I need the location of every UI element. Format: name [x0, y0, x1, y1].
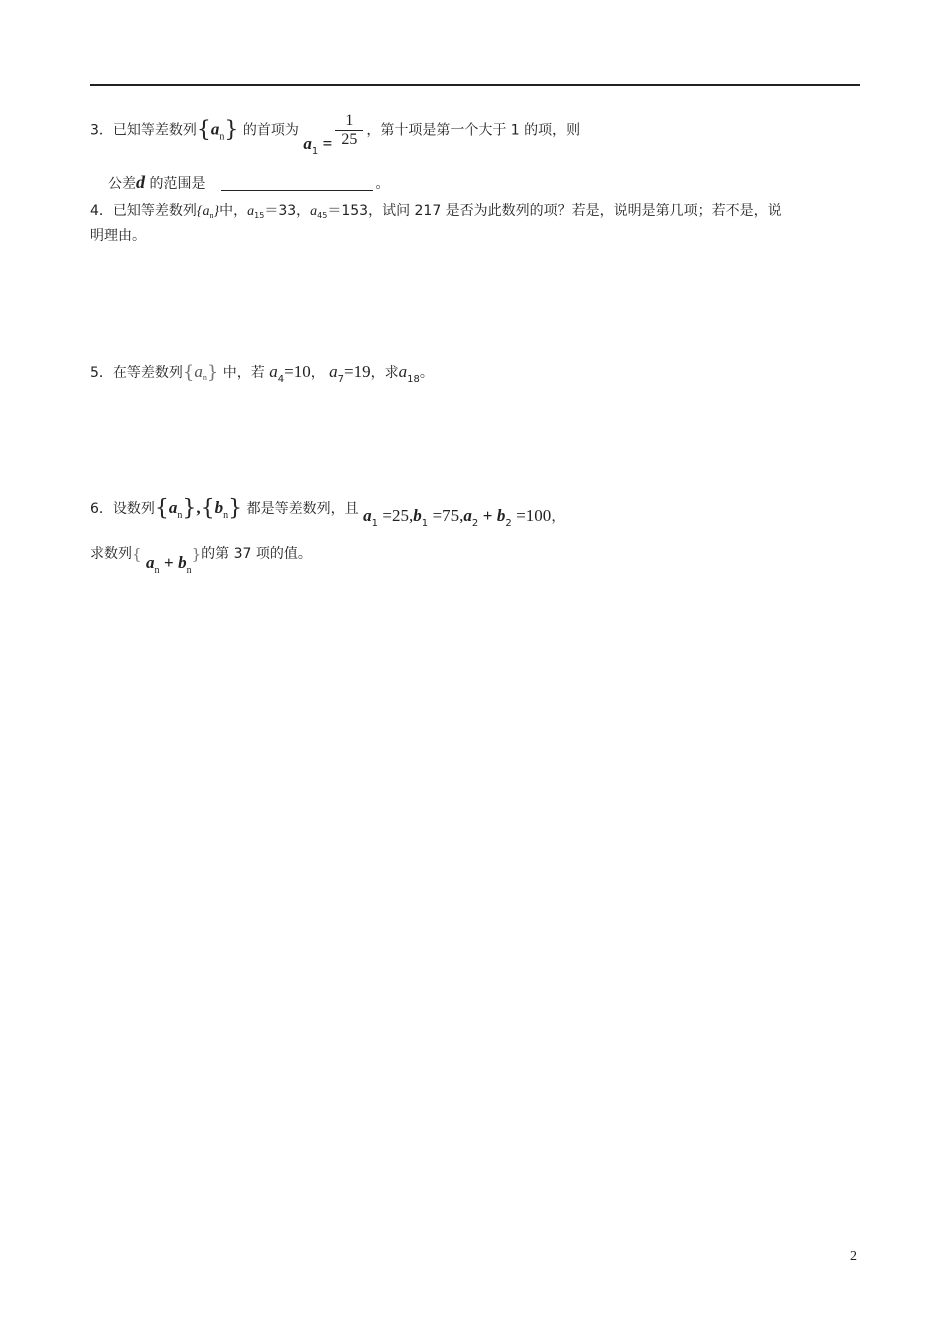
question-3-line-2 [108, 172, 389, 194]
q5-ask: ，求 [370, 365, 399, 381]
question-4-line-2 [90, 226, 146, 246]
q6-b-brace-close: } [228, 496, 243, 521]
q5-a7-value: =19 [344, 362, 371, 381]
q5-brace-open: { [182, 362, 195, 383]
q6-a-var: a [168, 498, 178, 517]
q6-b-var: b [214, 498, 224, 517]
q6-sum-brace-close: } [191, 545, 202, 563]
q5-a4-var: a [269, 362, 278, 381]
q3-a1-var: a [303, 133, 312, 153]
question-4-line-1 [90, 201, 782, 226]
q6-sum-b-var: b [178, 553, 187, 572]
q6-b1-var: b [413, 506, 422, 525]
q3-brace-close: } [224, 117, 239, 143]
q6-ask-prefix: 求数列 [90, 546, 132, 562]
q5-seq-var: a [194, 362, 203, 381]
q6-separator: , [196, 498, 201, 517]
q4-seq: $\{a_n\}$ [196, 204, 220, 220]
q3-common-diff-label: 公差 [108, 176, 136, 192]
q5-a4-value: =10 [284, 362, 311, 381]
q3-brace-open: { [196, 117, 211, 143]
q6-sum-brace-open: { [132, 545, 142, 563]
q3-first-term-text: 的首项为 [242, 122, 299, 139]
q6-b-brace-open: { [200, 496, 215, 521]
q3-fraction [335, 112, 363, 149]
q3-d-var: d [136, 172, 145, 192]
q5-a18-sub: 18 [407, 374, 420, 385]
q6-plus: + [482, 506, 493, 525]
q3-seq-var: a [210, 119, 220, 139]
q5-prefix: 5．在等差数列 [90, 365, 183, 381]
q6-a-sub: n [177, 510, 183, 521]
q6-sum-a-var: a [146, 553, 155, 572]
q6-a-brace-close: } [182, 496, 197, 521]
q6-a-brace-open: { [154, 496, 169, 521]
q4-a15-var: a [247, 204, 255, 219]
q6-sum-plus: + [163, 553, 174, 572]
q3-prefix: 3．已知等差数列 [90, 122, 197, 139]
question-5 [90, 362, 434, 390]
q3-frac-numerator: 1 [345, 112, 354, 129]
q3-frac-denominator: 25 [335, 130, 363, 149]
q3-seq-sub: n [219, 131, 225, 143]
q3-range-text: 的范围是 [149, 176, 206, 192]
q5-comma: ， [310, 365, 325, 381]
q6-sum-a-sub: n [154, 565, 160, 576]
q6-a1-sub: 1 [371, 518, 378, 529]
q5-mid: 中，若 [222, 365, 265, 381]
page-number: 2 [850, 1249, 857, 1264]
q5-end: 。 [419, 365, 434, 381]
q6-prefix: 6．设数列 [90, 501, 155, 517]
q3-a1-sub: 1 [311, 145, 319, 157]
q6-b2-var: b [496, 506, 506, 525]
q4-a45-value-and-question: ＝153，试问 217 是否为此数列的项？若是，说明是第几项；若不是，说 [327, 203, 782, 219]
question-6-line-2 [90, 544, 312, 581]
q5-a4-sub: 4 [277, 374, 285, 385]
q5-a7-var: a [329, 362, 338, 381]
q6-a1-value: =25, [382, 506, 414, 525]
q5-seq-sub: n [202, 373, 207, 382]
q6-a2-var: a [463, 506, 472, 525]
q6-b-sub: n [223, 510, 229, 521]
q5-brace-close: } [206, 362, 219, 383]
q6-b1-value: =75, [432, 506, 464, 525]
q6-sum-b-sub: n [186, 565, 192, 576]
q5-a18-var: a [398, 362, 408, 381]
q6-b1-sub: 1 [421, 518, 429, 529]
question-6-line-1 [90, 498, 565, 534]
q4-a45-var: a [310, 204, 318, 219]
q5-a7-sub: 7 [337, 374, 345, 385]
q6-ask-suffix: 的第 37 项的值。 [201, 546, 312, 562]
q6-a2-sub: 2 [471, 518, 479, 529]
question-3-line-1 [90, 112, 580, 162]
q6-end: ， [551, 509, 566, 525]
q6-a1-var: a [363, 506, 372, 525]
q4-a45-sub: 45 [317, 211, 328, 220]
q3-answer-blank[interactable] [221, 176, 373, 191]
header-rule [90, 84, 860, 86]
q3-equals: = [322, 133, 333, 153]
q4-line-2-text: 明理由。 [90, 228, 146, 244]
q4-a15-sub: 15 [254, 211, 265, 220]
q4-a15-value: ＝33， [264, 203, 311, 219]
q6-sum-value: =100 [516, 506, 552, 525]
q4-prefix: 4．已知等差数列 [90, 203, 197, 219]
q3-condition-text: ，第十项是第一个大于 1 的项，则 [366, 122, 581, 139]
q3-end-punct: 。 [375, 176, 390, 192]
q6-b2-sub: 2 [505, 518, 512, 529]
q4-mid: 中， [219, 203, 248, 219]
q6-mid: 都是等差数列，且 [246, 501, 359, 517]
